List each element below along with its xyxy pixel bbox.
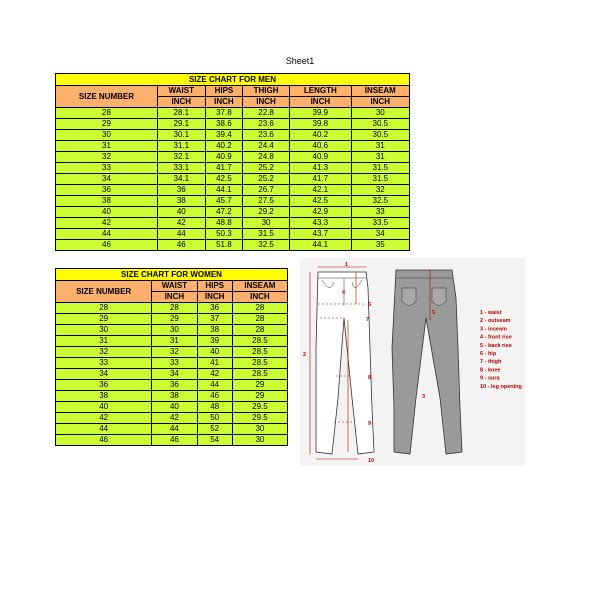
value-cell: 28.5 (232, 347, 287, 358)
value-cell: 28 (152, 303, 197, 314)
value-cell: 39.9 (290, 108, 352, 119)
label-waist: 1 (345, 262, 349, 268)
value-cell: 46 (157, 240, 205, 251)
value-cell: 38.6 (205, 119, 242, 130)
value-cell: 44 (197, 380, 232, 391)
value-cell: 46 (197, 391, 232, 402)
value-cell: 36 (157, 185, 205, 196)
value-cell: 32.5 (351, 196, 409, 207)
size-cell: 46 (56, 240, 158, 251)
value-cell: 33 (351, 207, 409, 218)
value-cell: 28.5 (232, 336, 287, 347)
size-cell: 36 (56, 185, 158, 196)
table-row (56, 152, 410, 163)
value-cell: 30 (232, 424, 287, 435)
value-cell: 34.1 (157, 174, 205, 185)
value-cell: 26.7 (243, 185, 290, 196)
unit-header: INCH (351, 97, 409, 108)
unit-header: INCH (232, 292, 287, 303)
column-header: WAIST (157, 86, 205, 97)
value-cell: 31.5 (243, 229, 290, 240)
table-row (56, 402, 288, 413)
value-cell: 48.8 (205, 218, 242, 229)
value-cell: 29.1 (157, 119, 205, 130)
table-row (56, 424, 288, 435)
size-cell: 42 (56, 413, 152, 424)
jeans-illustration (300, 258, 525, 466)
value-cell: 36 (152, 380, 197, 391)
value-cell: 45.7 (205, 196, 242, 207)
value-cell: 33 (152, 358, 197, 369)
jeans-measurement-diagram (300, 258, 525, 466)
value-cell: 44.1 (205, 185, 242, 196)
unit-header: INCH (290, 97, 352, 108)
column-header: INSEAM (351, 86, 409, 97)
value-cell: 28 (232, 303, 287, 314)
label-back-rise: 5 (432, 310, 436, 316)
value-cell: 41.7 (290, 174, 352, 185)
value-cell: 39.4 (205, 130, 242, 141)
value-cell: 54 (197, 435, 232, 446)
value-cell: 37 (197, 314, 232, 325)
size-cell: 31 (56, 141, 158, 152)
table-row (56, 303, 288, 314)
legend-item: 3 - inseam (480, 326, 507, 333)
table-row (56, 119, 410, 130)
women-size-chart (55, 268, 288, 446)
value-cell: 50 (197, 413, 232, 424)
label-sura: 9 (368, 421, 372, 427)
legend-item: 4 - front rise (480, 334, 512, 341)
column-header: INSEAM (232, 281, 287, 292)
value-cell: 29 (232, 380, 287, 391)
size-cell: 34 (56, 369, 152, 380)
size-number-header: SIZE NUMBER (56, 86, 158, 108)
table-row (56, 130, 410, 141)
column-header: THIGH (243, 86, 290, 97)
table-row (56, 174, 410, 185)
value-cell: 48 (197, 402, 232, 413)
value-cell: 31.5 (351, 163, 409, 174)
size-cell: 44 (56, 424, 152, 435)
value-cell: 30 (152, 325, 197, 336)
value-cell: 29 (232, 391, 287, 402)
value-cell: 24.8 (243, 152, 290, 163)
sheet-title: Sheet1 (285, 56, 315, 66)
value-cell: 51.8 (205, 240, 242, 251)
table-row (56, 435, 288, 446)
label-outseam: 2 (303, 352, 307, 358)
value-cell: 40.6 (290, 141, 352, 152)
chart-title: SIZE CHART FOR MEN (56, 74, 410, 86)
value-cell: 29.2 (243, 207, 290, 218)
table-row (56, 325, 288, 336)
value-cell: 40.9 (205, 152, 242, 163)
value-cell: 32.1 (157, 152, 205, 163)
legend-item: 2 - outseam (480, 318, 511, 325)
value-cell: 42 (152, 413, 197, 424)
value-cell: 31 (351, 152, 409, 163)
size-cell: 33 (56, 358, 152, 369)
value-cell: 43.7 (290, 229, 352, 240)
value-cell: 33.1 (157, 163, 205, 174)
unit-header: INCH (157, 97, 205, 108)
table-row (56, 163, 410, 174)
label-front-rise: 4 (342, 290, 346, 296)
value-cell: 41 (197, 358, 232, 369)
value-cell: 44.1 (290, 240, 352, 251)
value-cell: 39 (197, 336, 232, 347)
label-knee: 8 (368, 375, 372, 381)
value-cell: 39.8 (290, 119, 352, 130)
value-cell: 30 (232, 435, 287, 446)
size-cell: 46 (56, 435, 152, 446)
size-cell: 33 (56, 163, 158, 174)
legend-item: 5 - back rise (480, 342, 512, 349)
legend-item: 9 - sura (480, 375, 500, 382)
value-cell: 38 (197, 325, 232, 336)
size-cell: 42 (56, 218, 158, 229)
front-jeans-illustration (316, 272, 374, 454)
value-cell: 31.5 (351, 174, 409, 185)
value-cell: 32 (152, 347, 197, 358)
value-cell: 52 (197, 424, 232, 435)
value-cell: 31 (351, 141, 409, 152)
size-cell: 34 (56, 174, 158, 185)
value-cell: 28 (232, 325, 287, 336)
value-cell: 28.5 (232, 369, 287, 380)
legend-item: 10 - leg opening (480, 383, 522, 390)
size-cell: 30 (56, 325, 152, 336)
size-cell: 36 (56, 380, 152, 391)
value-cell: 36 (197, 303, 232, 314)
size-cell: 29 (56, 314, 152, 325)
size-cell: 38 (56, 196, 158, 207)
table-row (56, 380, 288, 391)
value-cell: 40.2 (205, 141, 242, 152)
table-row (56, 185, 410, 196)
value-cell: 46 (152, 435, 197, 446)
table-row (56, 218, 410, 229)
legend-item: 8 - knee (480, 367, 501, 374)
table-row (56, 314, 288, 325)
value-cell: 44 (157, 229, 205, 240)
table-row (56, 141, 410, 152)
column-header: HIPS (205, 86, 242, 97)
table-row (56, 391, 288, 402)
value-cell: 30 (351, 108, 409, 119)
size-cell: 38 (56, 391, 152, 402)
value-cell: 23.6 (243, 119, 290, 130)
size-cell: 32 (56, 347, 152, 358)
value-cell: 32 (351, 185, 409, 196)
value-cell: 29.5 (232, 413, 287, 424)
value-cell: 28.5 (232, 358, 287, 369)
value-cell: 42.5 (205, 174, 242, 185)
value-cell: 30.1 (157, 130, 205, 141)
value-cell: 50.3 (205, 229, 242, 240)
value-cell: 29.5 (232, 402, 287, 413)
table-row (56, 240, 410, 251)
value-cell: 42 (197, 369, 232, 380)
value-cell: 30.5 (351, 119, 409, 130)
value-cell: 42.1 (290, 185, 352, 196)
table-row (56, 229, 410, 240)
size-cell: 40 (56, 207, 158, 218)
size-cell: 31 (56, 336, 152, 347)
unit-header: INCH (197, 292, 232, 303)
value-cell: 29 (152, 314, 197, 325)
value-cell: 24.4 (243, 141, 290, 152)
value-cell: 32.5 (243, 240, 290, 251)
value-cell: 25.2 (243, 163, 290, 174)
chart-title: SIZE CHART FOR WOMEN (56, 269, 288, 281)
size-cell: 44 (56, 229, 158, 240)
value-cell: 31.1 (157, 141, 205, 152)
table-row (56, 196, 410, 207)
size-cell: 32 (56, 152, 158, 163)
value-cell: 27.5 (243, 196, 290, 207)
value-cell: 30.5 (351, 130, 409, 141)
table-row (56, 336, 288, 347)
measurement-legend (480, 310, 522, 390)
label-hip: 6 (368, 302, 372, 308)
unit-header: INCH (205, 97, 242, 108)
value-cell: 40 (157, 207, 205, 218)
column-header: LENGTH (290, 86, 352, 97)
value-cell: 47.2 (205, 207, 242, 218)
table-row (56, 207, 410, 218)
value-cell: 30 (243, 218, 290, 229)
label-inseam: 3 (422, 394, 426, 400)
value-cell: 42 (157, 218, 205, 229)
value-cell: 38 (152, 391, 197, 402)
value-cell: 25.2 (243, 174, 290, 185)
table-row (56, 347, 288, 358)
table-row (56, 369, 288, 380)
value-cell: 28.1 (157, 108, 205, 119)
value-cell: 33.5 (351, 218, 409, 229)
table-row (56, 358, 288, 369)
table-row (56, 413, 288, 424)
legend-item: 6 - hip (480, 351, 497, 357)
unit-header: INCH (152, 292, 197, 303)
table-row (56, 108, 410, 119)
legend-item: 7 - thigh (480, 359, 502, 366)
value-cell: 44 (152, 424, 197, 435)
value-cell: 42.5 (290, 196, 352, 207)
size-cell: 28 (56, 303, 152, 314)
legend-item: 1 - waist (480, 310, 502, 316)
value-cell: 41.3 (290, 163, 352, 174)
value-cell: 41.7 (205, 163, 242, 174)
value-cell: 38 (157, 196, 205, 207)
size-cell: 30 (56, 130, 158, 141)
value-cell: 35 (351, 240, 409, 251)
size-cell: 29 (56, 119, 158, 130)
value-cell: 34 (152, 369, 197, 380)
value-cell: 40 (152, 402, 197, 413)
label-thigh: 7 (366, 317, 370, 323)
value-cell: 43.3 (290, 218, 352, 229)
value-cell: 28 (232, 314, 287, 325)
value-cell: 22.8 (243, 108, 290, 119)
label-leg-opening: 10 (368, 458, 375, 464)
size-number-header: SIZE NUMBER (56, 281, 152, 303)
value-cell: 42.9 (290, 207, 352, 218)
unit-header: INCH (243, 97, 290, 108)
value-cell: 31 (152, 336, 197, 347)
size-cell: 28 (56, 108, 158, 119)
value-cell: 40.2 (290, 130, 352, 141)
value-cell: 23.6 (243, 130, 290, 141)
size-cell: 40 (56, 402, 152, 413)
men-size-chart (55, 73, 410, 251)
column-header: HIPS (197, 281, 232, 292)
value-cell: 34 (351, 229, 409, 240)
value-cell: 40.9 (290, 152, 352, 163)
value-cell: 37.8 (205, 108, 242, 119)
value-cell: 40 (197, 347, 232, 358)
column-header: WAIST (152, 281, 197, 292)
back-jeans-illustration (392, 270, 462, 454)
